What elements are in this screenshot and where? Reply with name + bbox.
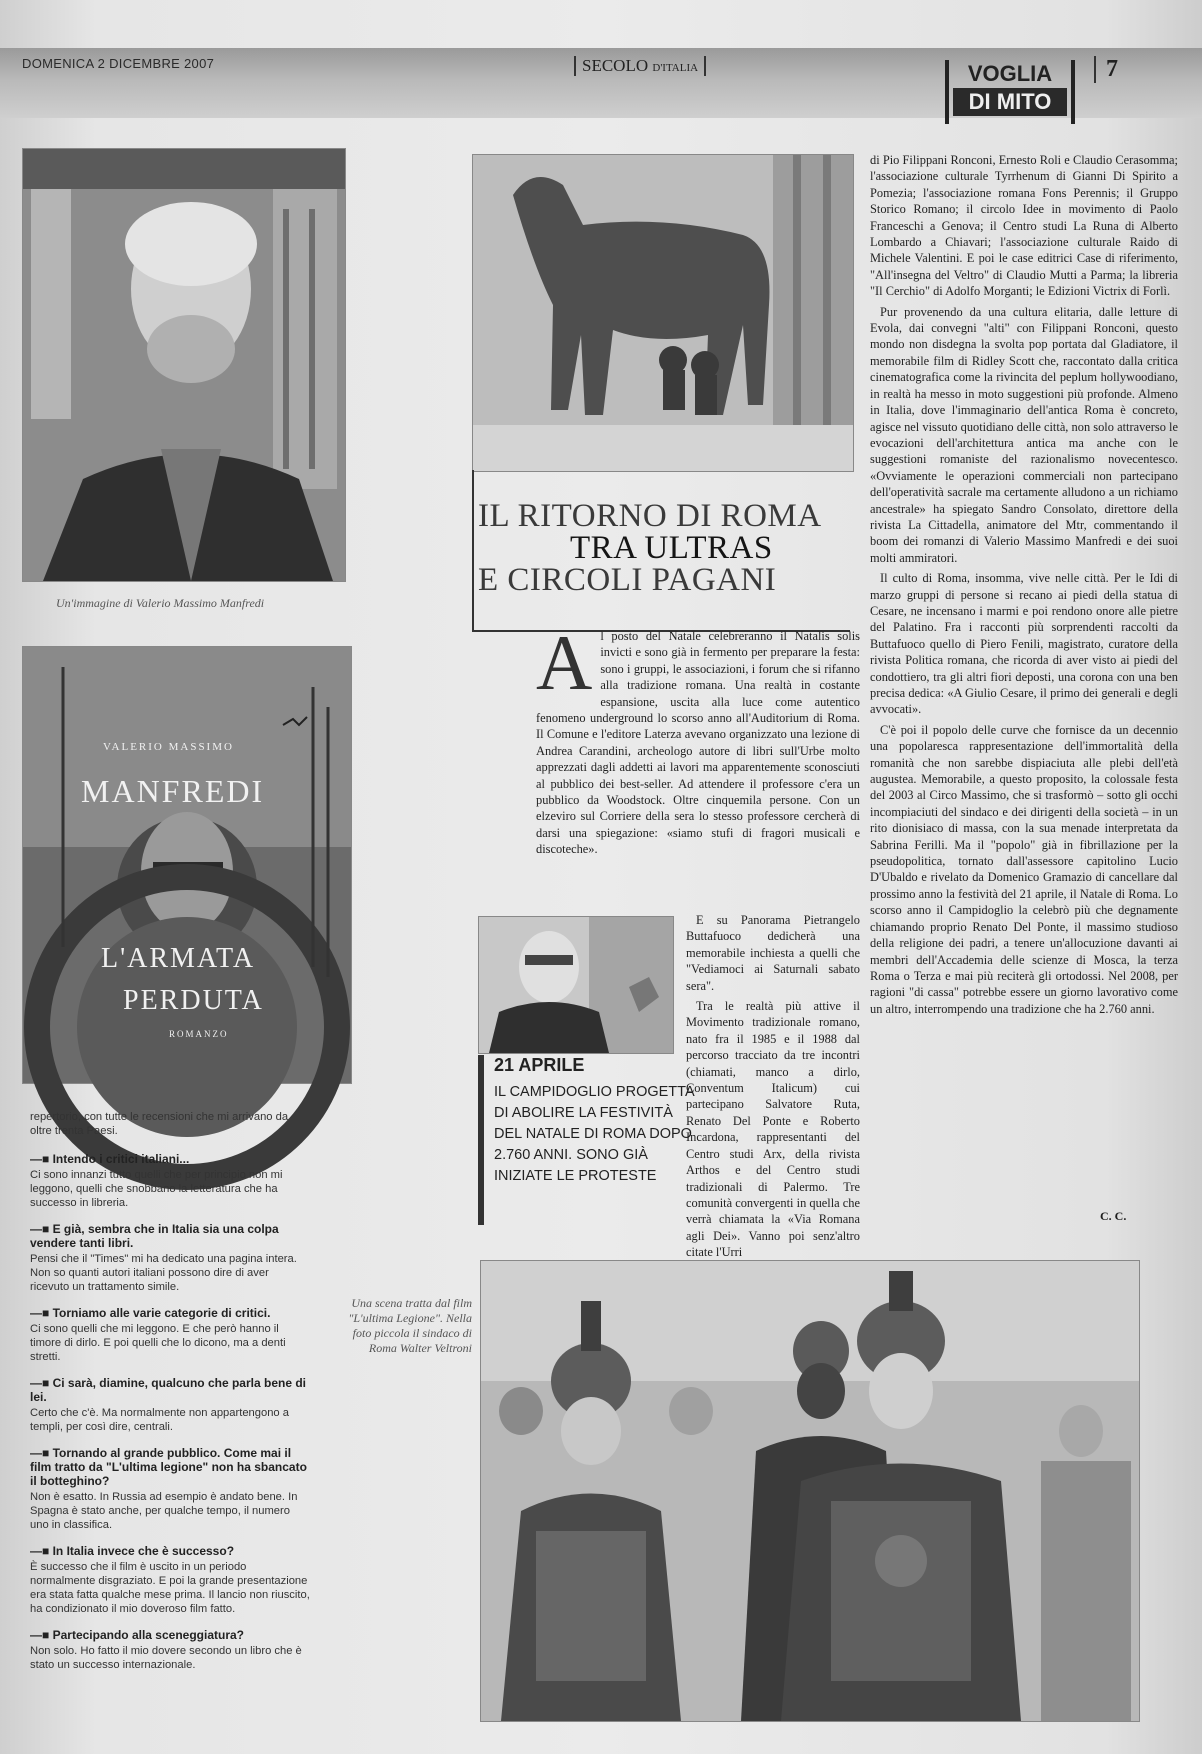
article-column-right	[870, 152, 1178, 1207]
article-paragraph: E su Panorama Pietrangelo Buttafuoco dedicherà una memorabile inchiesta a quelli che "Vediamoci ai Saturnali sabato sera".	[686, 913, 860, 993]
book-title-line1: L'ARMATA	[101, 943, 256, 974]
interview-intro: repertorio, con tutte le recensioni che mi arrivano da oltre trenta Paesi.	[30, 1111, 289, 1137]
newspaper-name-suffix: D'ITALIA	[652, 62, 699, 74]
article-paragraph: Il culto di Roma, insomma, vive nelle città. Per le Idi di marzo gruppi di persone si recano ai piedi della statua di Cesare, ne incensano i marmi e poi rendono onore alle pietre del Palatino. Fra i racconti più sorprendenti raccolti da Buttafuoco quello di Piero Fenili, magistrato, curatore della rivista Politica romana, che ricorda di aver visto ai piedi del condottiero, tra gli altri fiori deposti, una corona con una ben precisa dedica: «A Giulio Cesare, il primo dei generali e degli avvocati».	[870, 571, 1178, 717]
newspaper-name-main: SECOLO	[582, 56, 649, 75]
book-cover	[22, 646, 352, 1084]
book-author: VALERIO MASSIMO	[103, 741, 234, 753]
article-signature: C. C.	[1100, 1209, 1127, 1223]
interview-answer: Non è esatto. In Russia ad esempio è andato bene. In Spagna è stato anche, per qualche tempo, il numero uno in classifica.	[30, 1491, 298, 1531]
film-still-image	[481, 1261, 1139, 1721]
headline-line2: TRA ULTRAS	[570, 530, 773, 566]
portrait-photo-image	[23, 149, 345, 581]
headline-line1: IL RITORNO DI ROMA	[478, 498, 822, 534]
wolf-statue-photo	[472, 154, 854, 472]
interview-answer: Ci sono quelli che mi leggono. E che però hanno il timore di dirlo. E poi quelli che lo dicono, ma a denti stretti.	[30, 1323, 286, 1363]
book-surname: MANFREDI	[81, 773, 265, 809]
book-title-line2: PERDUTA	[123, 985, 264, 1016]
interview-question: —■ Tornando al grande pubblico. Come mai il film tratto da "L'ultima legione" non ha sbancato il botteghino?	[30, 1446, 310, 1488]
newspaper-name	[574, 56, 706, 76]
section-label-line1: VOGLIA	[967, 61, 1053, 86]
interview-question: —■ Intendo i critici italiani...	[30, 1152, 310, 1166]
interview-answer: Non solo. Ho fatto il mio dovere secondo un libro che è stato un successo internazionale.	[30, 1645, 302, 1671]
article-paragraph: Pur provenendo da una cultura elitaria, dalle letture di Evola, dai convegni "alti" con Filippani Ronconi, questo mondo non disdegna la svolta pop portata dal Gladiatore, il memorabile film di Ridley Scott che, raccontato dalla critica cinematografica come la rivincita del peplum hollywoodiano, in realtà ha messo in moto suggestioni più profonde. Almeno in Italia, dove l'immaginario dell'antica Roma è concreto, agisce nel vissuto quotidiano delle città, non solo attraverso le evocazioni dell'architettura antica ma anche con le suggestioni romaniste del razionalismo novecentesco. «Ovviamente le operazioni commerciali non partecipano dell'operatività sacrale ma certamente alludono a un richiamo ancestrale» ha spiegato Sandro Consolato, direttore della rivista La Cittadella, animatore del Mtr, commentando il boom dei romanzi di Valerio Massimo Manfredi e dei suoi molti ammiratori.	[870, 304, 1178, 565]
interview-answer: Ci sono innanzi tutto quelli che per principio non mi leggono, quelli che snobbano la letteratura che ha successo in libreria.	[30, 1169, 283, 1209]
portrait-photo	[22, 148, 346, 582]
veltroni-image	[479, 917, 673, 1053]
interview-column	[30, 1110, 310, 1672]
interview-answer: È successo che il film è uscito in un periodo normalmente disgraziato. E poi la grande presentazione era stata fatta qualche mese prima. Il lancio non riuscito, ha condizionato il mio doveroso film fatto.	[30, 1561, 310, 1615]
portrait-caption: Un'immagine di Valerio Massimo Manfredi	[56, 596, 265, 610]
page-number: 7	[1094, 56, 1118, 83]
article-headline	[478, 500, 848, 596]
article-lead	[536, 619, 860, 910]
interview-answer: Pensi che il "Times" mi ha dedicato una pagina intera. Non so quanti autori italiani possono dire di aver ricevuto un trattamento simile.	[30, 1253, 297, 1293]
headline-line3: E CIRCOLI PAGANI	[478, 562, 777, 598]
article-paragraph: C'è poi il popolo delle curve che fornisce da un decennio una popolaresca rappresentazione dell'immortalità della romanità che non sarebbe dispiaciuta alle plebi dell'età augustea. Memorabile, a questo proposito, la colossale festa del 2003 al Circo Massimo, che si trasformò – sotto gli occhi incompiaciuti del sindaco e dei dirigenti della società – in un rito dionisiaco di massa, con la sua menade interpretata da Sabrina Ferilli. Ma il "popolo" già in fibrillazione per la pseudopolitica, tornato dall'assessore capitolino Lucio D'Ubaldo e rivelato da Domenico Gramazio di cancellare dal prossimo anno la festività del 21 aprile, il Natale di Roma. Lo scorso anno il Campidoglio la celebrò più che degnamente chiamando proprio Renato Del Ponte, il massimo studioso della religione dei padri, a tenere un'allocuzione davanti ai membri dell'Accademia delle scienze di Mosca, la terza Roma o Terza e mai più reciterà gli ortodossi. Nel 2008, per ragioni "di cassa" potrebbe essere un giorno lavorativo come un altro, interrompendo una tradizione che ha 2.760 anni.	[870, 722, 1178, 1016]
film-caption: Una scena tratta dal film "L'ultima Legione". Nella foto piccola il sindaco di Roma Walter Veltroni	[348, 1296, 472, 1355]
interview-answer: Certo che c'è. Ma normalmente non appartengono a templi, per così dire, centrali.	[30, 1407, 289, 1433]
header-date: DOMENICA 2 DICEMBRE 2007	[22, 56, 215, 71]
article-dropcap: A	[536, 619, 593, 706]
book-genre: ROMANZO	[169, 1029, 229, 1039]
sidebox-date: 21 APRILE	[494, 1055, 585, 1075]
section-label-line2: DI MITO	[953, 88, 1067, 116]
article-paragraph: di Pio Filippani Ronconi, Ernesto Roli e Claudio Cerasomma; l'associazione culturale Tyrrhenum di Gianni Di Spirito a Pomezia; l'associazione romana Fons Perennis; il Gruppo Storico Romano; il circolo Idee in movimento di Paolo Franceschi a Genova; il Centro studi La Runa di Alberto Lombardo a Chiavari; l'associazione culturale Raido di Michele Valentini. E poi le case editrici Case di riferimento, "All'insegna del Veltro" di Claudio Mutti a Parma; la libreria "Il Cerchio" di Adolfo Morganti; le Edizioni Victrix di Forlì.	[870, 153, 1178, 299]
wolf-statue-image	[473, 155, 853, 471]
film-still-photo	[480, 1260, 1140, 1722]
sidebox-text: IL CAMPIDOGLIO PROGETTA DI ABOLIRE LA FESTIVITÀ DEL NATALE DI ROMA DOPO 2.760 ANNI. SONO GIÀ INIZIATE LE PROTESTE	[494, 1084, 694, 1184]
book-cover-image	[23, 647, 351, 1083]
article-column-2	[686, 912, 860, 1260]
article-paragraph: Tra le realtà più attive il Movimento tradizionale romano, nato fra il 1985 e il 1988 dal percorso tracciato da tre incontri (chiamati, manco a dirlo, Conventum Italicum) cui partecipano Salvatore Ruta, Renato Del Ponte e Roberto Incardona, rappresentanti del Centro studi Arx, della rivista Arthos e del Centro studi tradizionali di Palermo. Tre comunità convergenti in quella che verrà chiamata la «Via Romana agli Dei». Vanno poi senz'altro citate l'Urri	[686, 999, 860, 1260]
interview-question: —■ In Italia invece che è successo?	[30, 1544, 310, 1558]
interview-question: —■ Partecipando alla sceneggiatura?	[30, 1628, 310, 1642]
interview-question: —■ E già, sembra che in Italia sia una colpa vendere tanti libri.	[30, 1222, 310, 1250]
interview-question: —■ Ci sarà, diamine, qualcuno che parla bene di lei.	[30, 1376, 310, 1404]
article-paragraph: l posto del Natale celebreranno il Natalis solis invicti e sono già in fermento per preparare la festa: sono i gruppi, le associazioni, i forum che si rifanno alla tradizione romana. Una realtà in costante espansione, uscita alla luce come autentico fenomeno underground lo scorso anno all'Auditorium di Roma. Il Comune e l'editore Laterza avevano organizzato una lezione di Andrea Carandini, archeologo autore di libri sull'Urbe molto apprezzati dagli addetti ai lavori ma apparentemente sconosciuti al pubblico dei best-seller. Ad attendere il professore c'era un pubblico da Woodstock. Oltre cinquemila persone. Con un elzeviro sul Corriere della sera lo stesso professore cercherà di darsi una spiegazione: «siamo stufi di fragori musicali e discoteche».	[536, 629, 860, 857]
veltroni-photo	[478, 916, 674, 1054]
section-label	[945, 60, 1075, 124]
sidebox-21-aprile	[478, 1055, 694, 1225]
interview-question: —■ Torniamo alle varie categorie di critici.	[30, 1306, 310, 1320]
